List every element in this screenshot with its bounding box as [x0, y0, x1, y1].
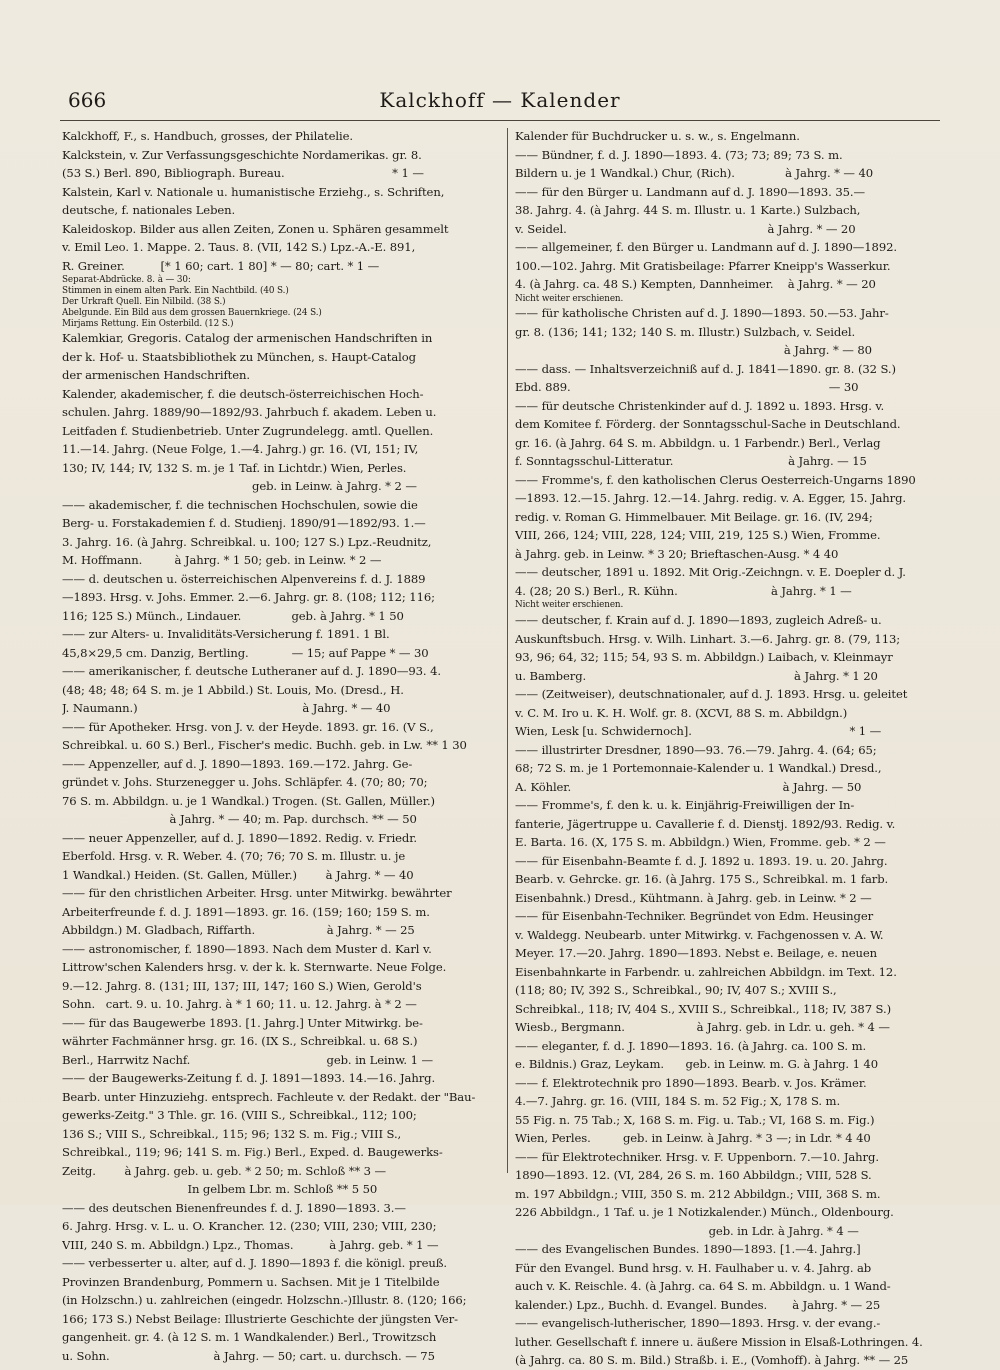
left-column — [62, 127, 502, 1365]
entry-line: v. Emil Leo. 1. Mappe. 2. Taus. 8. (VII, 142 S.) Lpz.-A.-E. 891, — [62, 240, 416, 254]
page-number: 666 — [68, 88, 107, 112]
entry-line: R. Greiner. [* 1 60; cart. 1 80] * — 80; cart. * 1 — — [62, 258, 380, 273]
entry-line: —— Appenzeller, auf d. J. 1890—1893. 169.—172. Jahrg. Ge- — [62, 756, 413, 771]
entry-line: luther. Gesellschaft f. innere u. äußere Mission in Elsaß-Lothringen. 4. — [515, 1334, 923, 1349]
entry-line: 4.—7. Jahrg. gr. 16. (VIII, 184 S. m. 52 Fig.; X, 178 S. m. — [515, 1094, 841, 1109]
entry-line: Provinzen Brandenburg, Pommern u. Sachsen. Mit je 1 Titelbilde — [62, 1274, 440, 1289]
running-head-title: Kalckhoff — Kalender — [379, 88, 621, 112]
entry-line: —— Fromme's, f. den k. u. k. Einjährig-Freiwilligen der In- — [515, 798, 855, 813]
entry-line: 11.—14. Jahrg. (Neue Folge, 1.—4. Jahrg.) gr. 16. (VI, 151; IV, — [62, 442, 419, 457]
entry-line: Wiesb., Bergmann. à Jahrg. geb. in Ldr. u. geh. * 4 — — [515, 1020, 890, 1035]
entry-line: Sohn. cart. 9. u. 10. Jahrg. à * 1 60; 11. u. 12. Jahrg. à * 2 — — [62, 997, 417, 1012]
entry-line: —— dass. — Inhaltsverzeichniß auf d. J. 1841—1890. gr. 8. (32 S.) — [515, 361, 896, 376]
entry-line: Bildern u. je 1 Wandkal.) Chur, (Rich). à Jahrg. * — 40 — [515, 166, 874, 180]
entry-line: 100.—102. Jahrg. Mit Gratisbeilage: Pfarrer Kneipp's Wasserkur. — [515, 258, 891, 273]
entry-line: —— allgemeiner, f. den Bürger u. Landmann auf d. J. 1890—1892. — [515, 240, 897, 254]
entry-line: (48; 48; 48; 64 S. m. je 1 Abbild.) St. Louis, Mo. (Dresd., H. — [62, 682, 404, 697]
entry-line: VIII, 266, 124; VIII, 228, 124; VIII, 219, 125 S.) Wien, Fromme. — [515, 528, 881, 543]
entry-line: —— Bündner, f. d. J. 1890—1893. 4. (73; 73; 89; 73 S. m. — [515, 147, 843, 162]
entry-line: 9.—12. Jahrg. 8. (131; III, 137; III, 147; 160 S.) Wien, Gerold's — [62, 978, 422, 993]
entry-line: à Jahrg. geb. in Leinw. * 3 20; Brieftaschen-Ausg. * 4 40 — [515, 546, 839, 561]
entry-line: 130; IV, 144; IV, 132 S. m. je 1 Taf. in Lichtdr.) Wien, Perles. — [62, 460, 407, 475]
entry-line: —— deutscher, 1891 u. 1892. Mit Orig.-Zeichngn. v. E. Doepler d. J. — [515, 565, 906, 580]
entry-line: —1893. Hrsg. v. Johs. Emmer. 2.—6. Jahrg. gr. 8. (108; 112; 116; — [62, 590, 435, 605]
entry-line: gr. 16. (à Jahrg. 64 S. m. Abbildgn. u. 1 Farbendr.) Berl., Verlag — [515, 435, 881, 450]
entry-line: Arbeiterfreunde f. d. J. 1891—1893. gr. 16. (159; 160; 159 S. m. — [62, 904, 430, 919]
entry-line: à Jahrg. * — 80 — [515, 343, 872, 358]
entry-line: —— (Zeitweiser), deutschnationaler, auf d. J. 1893. Hrsg. u. geleitet — [515, 687, 908, 702]
entry-line: —— für Eisenbahn-Beamte f. d. J. 1892 u. 1893. 19. u. 20. Jahrg. — [515, 853, 888, 868]
entry-line: fanterie, Jägertruppe u. Cavallerie f. d. Dienstj. 1892/93. Redig. v. — [515, 816, 896, 831]
entry-line: Kalstein, Karl v. Nationale u. humanistische Erziehg., s. Schriften, — [62, 184, 445, 199]
entry-line: E. Barta. 16. (X, 175 S. m. Abbildgn.) Wien, Fromme. geb. * 2 — — [515, 835, 886, 850]
entry-line: —— für das Baugewerbe 1893. [1. Jahrg.] Unter Mitwirkg. be- — [62, 1015, 423, 1030]
entry-line: Eisenbahnk.) Dresd., Kühtmann. à Jahrg. geb. in Leinw. * 2 — — [515, 890, 872, 905]
entry-line: —— Fromme's, f. den katholischen Clerus Oesterreich-Ungarns 1890 — [515, 472, 916, 487]
entry-line: 226 Abbildgn., 1 Taf. u. je 1 Notizkalender.) Münch., Oldenbourg. — [515, 1205, 894, 1220]
entry-line: Für den Evangel. Bund hrsg. v. H. Faulhaber u. v. 4. Jahrg. ab — [515, 1260, 872, 1275]
entry-line: v. Waldegg. Neubearb. unter Mitwirkg. v. Fachgenossen v. A. W. — [515, 927, 884, 942]
entry-line: Berl., Harrwitz Nachf. geb. in Leinw. 1 — — [62, 1052, 433, 1067]
entry-line: gangenheit. gr. 4. (à 12 S. m. 1 Wandkalender.) Berl., Trowitzsch — [62, 1330, 437, 1345]
entry-note-line: Nicht weiter erschienen. — [515, 293, 624, 304]
entry-line: v. C. M. Iro u. K. H. Wolf. gr. 8. (XCVI, 88 S. m. Abbildgn.) — [515, 705, 848, 720]
entry-line: 4. (à Jahrg. ca. 48 S.) Kempten, Dannheimer. à Jahrg. * — 20 — [515, 277, 876, 291]
entry-line: 55 Fig. n. 75 Tab.; X, 168 S. m. Fig. u. Tab.; VI, 168 S. m. Fig.) — [515, 1112, 875, 1127]
entry-note-line: Stimmen in einem alten Park. Ein Nachtbild. (40 S.) — [62, 285, 289, 296]
entry-line: 1 Wandkal.) Heiden. (St. Gallen, Müller.) à Jahrg. * — 40 — [62, 867, 414, 882]
entry-line: 136 S.; VIII S., Schreibkal., 115; 96; 132 S. m. Fig.; VIII S., — [62, 1126, 402, 1141]
entry-line: à Jahrg. * — 40; m. Pap. durchsch. ** — 50 — [62, 812, 417, 827]
entry-line: geb. in Leinw. à Jahrg. * 2 — — [62, 479, 417, 494]
entry-line: —— für Elektrotechniker. Hrsg. v. F. Uppenborn. 7.—10. Jahrg. — [515, 1149, 879, 1164]
entry-line: Auskunftsbuch. Hrsg. v. Wilh. Linhart. 3.—6. Jahrg. gr. 8. (79, 113; — [515, 631, 901, 646]
entry-line: —— der Baugewerks-Zeitung f. d. J. 1891—1893. 14.—16. Jahrg. — [62, 1071, 436, 1086]
entry-line: J. Naumann.) à Jahrg. * — 40 — [62, 701, 391, 716]
entry-line: u. Sohn. à Jahrg. — 50; cart. u. durchsch. — 75 — [62, 1348, 435, 1363]
entry-line: währter Fachmänner hrsg. gr. 16. (IX S., Schreibkal. u. 68 S.) — [62, 1034, 418, 1049]
entry-line: (à Jahrg. ca. 80 S. m. Bild.) Straßb. i. E., (Vomhoff). à Jahrg. ** — 25 — [515, 1353, 909, 1368]
entry-line: VIII, 240 S. m. Abbildgn.) Lpz., Thomas. à Jahrg. geb. * 1 — — [62, 1237, 439, 1252]
entry-line: —— zur Alters- u. Invaliditäts-Versicherung f. 1891. 1 Bl. — [62, 627, 390, 642]
entry-line: m. 197 Abbildgn.; VIII, 350 S. m. 212 Abbildgn.; VIII, 368 S. m. — [515, 1186, 881, 1201]
entry-line: In gelbem Lbr. m. Schloß ** 5 50 — [62, 1182, 378, 1197]
entry-line: Kalender, akademischer, f. die deutsch-österreichischen Hoch- — [62, 386, 424, 401]
column-divider — [507, 128, 508, 1173]
entry-line: 166; 173 S.) Nebst Beilage: Illustrierte Geschichte der jüngsten Ver- — [62, 1311, 458, 1326]
entry-line: M. Hoffmann. à Jahrg. * 1 50; geb. in Leinw. * 2 — — [62, 553, 382, 568]
entry-line: gewerks-Zeitg." 3 Thle. gr. 16. (VIII S., Schreibkal., 112; 100; — [62, 1108, 417, 1123]
entry-line: schulen. Jahrg. 1889/90—1892/93. Jahrbuch f. akadem. Leben u. — [62, 405, 437, 420]
entry-line: 4. (28; 20 S.) Berl., R. Kühn. à Jahrg. * 1 — — [515, 583, 852, 598]
entry-line: —— illustrirter Dresdner, 1890—93. 76.—79. Jahrg. 4. (64; 65; — [515, 742, 877, 757]
entry-line: —— des Evangelischen Bundes. 1890—1893. [1.—4. Jahrg.] — [515, 1242, 861, 1257]
entry-line: —— des deutschen Bienenfreundes f. d. J. 1890—1893. 3.— — [62, 1200, 406, 1215]
entry-line: —— amerikanischer, f. deutsche Lutheraner auf d. J. 1890—93. 4. — [62, 664, 441, 679]
entry-line: Wien, Lesk [u. Schwidernoch]. * 1 — — [515, 724, 882, 739]
entry-line: —1893. 12.—15. Jahrg. 12.—14. Jahrg. redig. v. A. Egger, 15. Jahrg. — [515, 491, 907, 506]
entry-line: auch v. K. Reischle. 4. (à Jahrg. ca. 64 S. m. Abbildgn. u. 1 Wand- — [515, 1279, 891, 1294]
entry-line: Abbildgn.) M. Gladbach, Riffarth. à Jahrg. * — 25 — [62, 923, 415, 938]
entry-line: Kaleidoskop. Bilder aus allen Zeiten, Zonen u. Sphären gesammelt — [62, 221, 449, 236]
entry-line: Berg- u. Forstakademien f. d. Studienj. 1890/91—1892/93. 1.— — [62, 516, 426, 531]
entry-line: der k. Hof- u. Staatsbibliothek zu München, s. Haupt-Catalog — [62, 349, 416, 364]
entry-line: 76 S. m. Abbildgn. u. je 1 Wandkal.) Trogen. (St. Gallen, Müller.) — [62, 793, 435, 808]
entry-line: —— deutscher, f. Krain auf d. J. 1890—1893, zugleich Adreß- u. — [515, 613, 882, 628]
entry-line: —— eleganter, f. d. J. 1890—1893. 16. (à Jahrg. ca. 100 S. m. — [515, 1038, 867, 1053]
entry-line: Zeitg. à Jahrg. geb. u. geb. * 2 50; m. Schloß ** 3 — — [62, 1163, 387, 1178]
entry-line: v. Seidel. à Jahrg. * — 20 — [515, 221, 856, 236]
entry-line: e. Bildnis.) Graz, Leykam. geb. in Leinw. m. G. à Jahrg. 1 40 — [515, 1057, 878, 1072]
entry-line: —— für Apotheker. Hrsg. von J. v. der Heyde. 1893. gr. 16. (V S., — [62, 719, 434, 734]
page-header — [60, 88, 940, 118]
entry-line: Wien, Perles. geb. in Leinw. à Jahrg. * 3 —; in Ldr. * 4 40 — [515, 1131, 871, 1146]
entry-line: geb. in Ldr. à Jahrg. * 4 — — [515, 1223, 859, 1238]
entry-line: Schreibkal., 118; IV, 404 S., XVIII S., Schreibkal., 118; IV, 387 S.) — [515, 1001, 891, 1016]
entry-line: —— neuer Appenzeller, auf d. J. 1890—1892. Redig. v. Friedr. — [62, 830, 418, 845]
entry-note-line: Abelgunde. Ein Bild aus dem grossen Bauernkriege. (24 S.) — [62, 307, 322, 318]
entry-line: A. Köhler. à Jahrg. — 50 — [515, 779, 862, 794]
entry-line: Littrow'schen Kalenders hrsg. v. der k. k. Sternwarte. Neue Folge. — [62, 960, 447, 975]
entry-note-line: Der Urkraft Quell. Ein Nilbild. (38 S.) — [62, 296, 226, 307]
entry-line: —— für den christlichen Arbeiter. Hrsg. unter Mitwirkg. bewährter — [62, 886, 452, 901]
entry-note-line: Mirjams Rettung. Ein Osterbild. (12 S.) — [62, 318, 234, 329]
entry-line: 6. Jahrg. Hrsg. v. L. u. O. Krancher. 12. (230; VIII, 230; VIII, 230; — [62, 1219, 437, 1234]
entry-line: 3. Jahrg. 16. (à Jahrg. Schreibkal. u. 100; 127 S.) Lpz.-Reudnitz, — [62, 534, 432, 549]
entry-line: —— für Eisenbahn-Techniker. Begründet von Edm. Heusinger — [515, 909, 874, 924]
entry-line: (53 S.) Berl. 890, Bibliograph. Bureau. * 1 — — [62, 166, 424, 180]
entry-line: kalender.) Lpz., Buchh. d. Evangel. Bundes. à Jahrg. * — 25 — [515, 1297, 881, 1312]
entry-line: 38. Jahrg. 4. (à Jahrg. 44 S. m. Illustr. u. 1 Karte.) Sulzbach, — [515, 203, 861, 217]
entry-line: —— d. deutschen u. österreichischen Alpenvereins f. d. J. 1889 — [62, 571, 426, 586]
entry-line: 116; 125 S.) Münch., Lindauer. geb. à Jahrg. * 1 50 — [62, 608, 404, 623]
entry-line: —— astronomischer, f. 1890—1893. Nach dem Muster d. Karl v. — [62, 941, 432, 956]
entry-note-line: Nicht weiter erschienen. — [515, 600, 624, 611]
entry-line: deutsche, f. nationales Leben. — [62, 203, 236, 217]
entry-line: Leitfaden f. Studienbetrieb. Unter Zugrundelegg. amtl. Quellen. — [62, 423, 434, 438]
entry-line: u. Bamberg. à Jahrg. * 1 20 — [515, 668, 878, 683]
entry-line: —— verbesserter u. alter, auf d. J. 1890—1893 f. die königl. preuß. — [62, 1256, 447, 1271]
entry-line: dem Komitee f. Förderg. der Sonntagsschul-Sache in Deutschland. — [515, 417, 901, 432]
entry-line: Bearb. v. Gehrcke. gr. 16. (à Jahrg. 175 S., Schreibkal. m. 1 farb. — [515, 872, 889, 887]
entry-line: 68; 72 S. m. je 1 Portemonnaie-Kalender u. 1 Wandkal.) Dresd., — [515, 761, 882, 776]
entry-line: —— f. Elektrotechnik pro 1890—1893. Bearb. v. Jos. Krämer. — [515, 1075, 867, 1090]
entry-line: Meyer. 17.—20. Jahrg. 1890—1893. Nebst e. Beilage, e. neuen — [515, 946, 878, 961]
right-column — [515, 127, 955, 1370]
entry-line: Schreibkal., 119; 96; 141 S. m. Fig.) Berl., Exped. d. Baugewerks- — [62, 1145, 443, 1160]
entry-line: —— für den Bürger u. Landmann auf d. J. 1890—1893. 35.— — [515, 184, 865, 199]
entry-line: 1890—1893. 12. (VI, 284, 26 S. m. 160 Abbildgn.; VIII, 528 S. — [515, 1168, 872, 1183]
entry-line: Kalender für Buchdrucker u. s. w., s. Engelmann. — [515, 129, 800, 143]
entry-line: —— für katholische Christen auf d. J. 1890—1893. 50.—53. Jahr- — [515, 306, 889, 321]
entry-line: Kalckstein, v. Zur Verfassungsgeschichte Nordamerikas. gr. 8. — [62, 147, 422, 162]
entry-line: —— akademischer, f. die technischen Hochschulen, sowie die — [62, 497, 418, 512]
entry-line: Kalckhoff, F., s. Handbuch, grosses, der Philatelie. — [62, 129, 353, 143]
entry-line: Kalemkiar, Gregoris. Catalog der armenischen Handschriften in — [62, 331, 433, 346]
entry-note-line: Separat-Abdrücke. 8. à — 30: — [62, 275, 191, 285]
entry-line: Eisenbahnkarte in Farbendr. u. zahlreichen Abbildgn. im Text. 12. — [515, 964, 897, 979]
entry-line: gründet v. Johs. Sturzenegger u. Johs. Schläpfer. 4. (70; 80; 70; — [62, 775, 428, 790]
entry-line: —— für deutsche Christenkinder auf d. J. 1892 u. 1893. Hrsg. v. — [515, 398, 885, 413]
entry-line: Ebd. 889. — 30 — [515, 380, 859, 395]
header-rule — [60, 120, 940, 121]
entry-line: der armenischen Handschriften. — [62, 368, 250, 383]
entry-line: 93, 96; 64, 32; 115; 54, 93 S. m. Abbildgn.) Laibach, v. Kleinmayr — [515, 650, 893, 665]
entry-line: f. Sonntagsschul-Litteratur. à Jahrg. — 15 — [515, 454, 867, 469]
entry-line: 45,8×29,5 cm. Danzig, Bertling. — 15; auf Pappe * — 30 — [62, 645, 429, 660]
entry-line: (118; 80; IV, 392 S., Schreibkal., 90; IV, 407 S.; XVIII S., — [515, 983, 837, 998]
entry-line: redig. v. Roman G. Himmelbauer. Mit Beilage. gr. 16. (IV, 294; — [515, 509, 873, 524]
entry-line: —— evangelisch-lutherischer, 1890—1893. Hrsg. v. der evang.- — [515, 1316, 881, 1331]
entry-line: Bearb. unter Hinzuziehg. entsprech. Fachleute v. der Redakt. der "Bau- — [62, 1089, 476, 1104]
entry-line: Schreibkal. u. 60 S.) Berl., Fischer's medic. Buchh. geb. in Lw. ** 1 30 — [62, 738, 467, 753]
entry-line: Eberfold. Hrsg. v. R. Weber. 4. (70; 76; 70 S. m. Illustr. u. je — [62, 849, 406, 864]
entry-line: (in Holzschn.) u. zahlreichen (eingedr. Holzschn.-)Illustr. 8. (120; 166; — [62, 1293, 467, 1308]
entry-line: gr. 8. (136; 141; 132; 140 S. m. Illustr.) Sulzbach, v. Seidel. — [515, 324, 856, 339]
